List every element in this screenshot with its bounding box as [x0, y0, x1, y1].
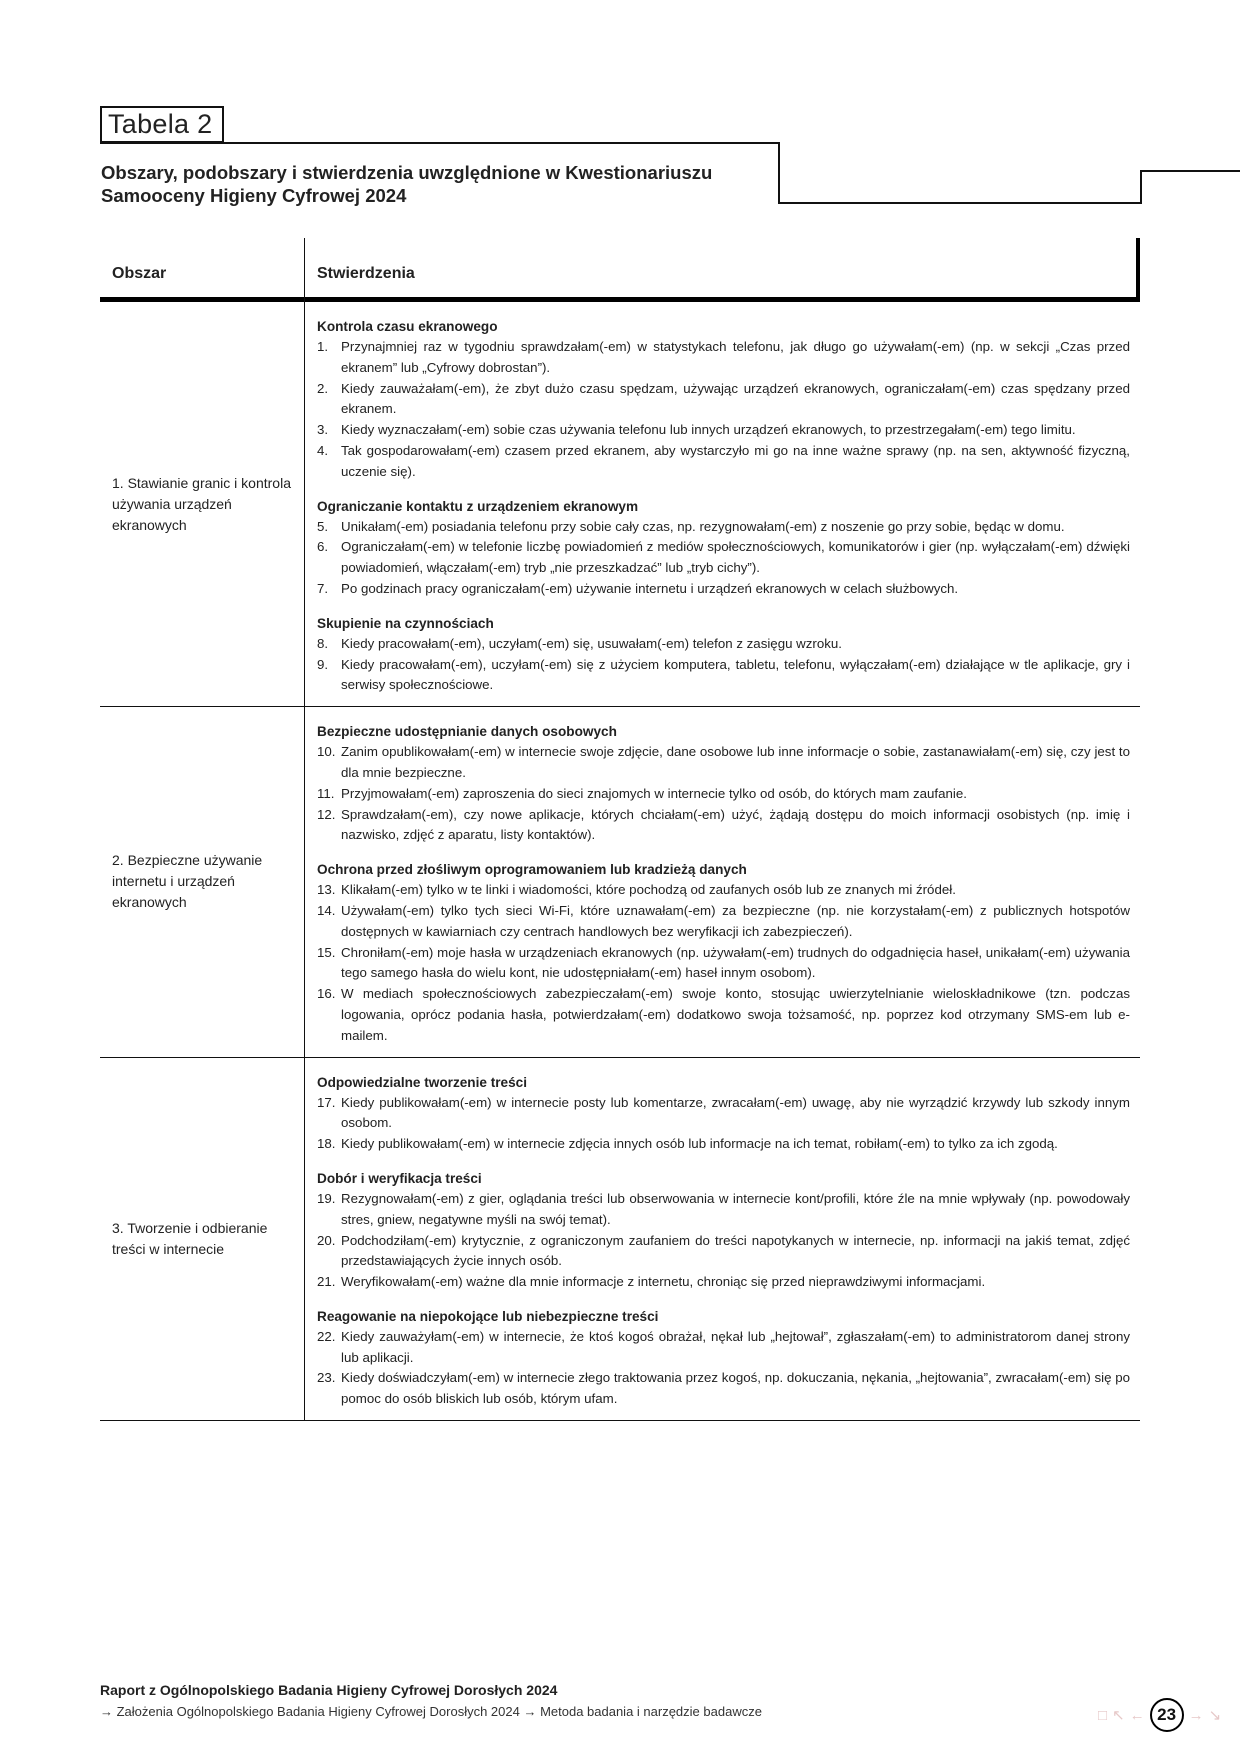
statement-text: Podchodziłam(-em) krytycznie, z ograniczonym zaufaniem do treści napotykanych w internecie, np. informacji na jakiś temat, zdjęć przedstawiających życie innych osób.: [341, 1232, 1130, 1269]
statement-number: 20.: [317, 1232, 336, 1248]
square-icon[interactable]: □: [1098, 1706, 1108, 1724]
table-label: Tabela 2: [100, 106, 224, 143]
frame-line-rise: [1140, 170, 1142, 204]
statement-number: 22.: [317, 1328, 336, 1344]
statement-item: [317, 1272, 1130, 1293]
table-row: [100, 1058, 1140, 1422]
statement-item: [317, 1327, 1130, 1369]
statement-number: 16.: [317, 986, 336, 1002]
statement-number: 9.: [317, 656, 329, 672]
subarea-group: [317, 614, 1130, 696]
table-row: [100, 302, 1140, 707]
statement-item: [317, 579, 1130, 600]
statement-item: [317, 537, 1130, 579]
statement-number: 3.: [317, 422, 329, 438]
frame-line-bottom: [778, 202, 1142, 204]
column-header-statements: Stwierdzenia: [317, 265, 415, 282]
statement-item: [317, 880, 1130, 901]
subarea-group: [317, 1169, 1130, 1293]
statement-text: Kiedy doświadczyłam(-em) w internecie złego traktowania przez kogoś, np. dokuczania, nękania, „hejtowania”, zwracałam(-em) się po pomoc do osób bliskich lub osób, którym ufam.: [341, 1370, 1130, 1407]
statement-number: 18.: [317, 1136, 336, 1152]
statement-text: Zanim opublikowałam(-em) w internecie swoje zdjęcie, dane osobowe lub inne informacje o sobie, zastanawiałam(-em) się, czy jest to dla mnie bezpieczne.: [341, 744, 1130, 780]
frame-line-drop: [778, 142, 780, 204]
statement-item: [317, 984, 1130, 1046]
subarea-title: Reagowanie na niepokojące lub niebezpieczne treści: [317, 1308, 659, 1324]
statement-text: Kiedy zauważałam(-em), że zbyt dużo czasu spędzam, używając urządzeń ekranowych, ograniczałam(-em) czas spędzany przed ekranem.: [341, 380, 1130, 417]
header-right-border: [1136, 238, 1140, 302]
page-navigation: [1098, 1698, 1221, 1732]
statement-item: [317, 337, 1130, 379]
subarea-title: Skupienie na czynnościach: [317, 615, 494, 631]
statement-number: 8.: [317, 635, 329, 651]
statement-number: 5.: [317, 518, 329, 534]
subarea-title: Bezpieczne udostępnianie danych osobowych: [317, 724, 617, 740]
area-cell: 2. Bezpieczne używanie internetu i urządzeń ekranowych: [100, 707, 305, 1056]
statement-text: Rezygnowałam(-em) z gier, oglądania treści lub obserwowania w internecie kont/profili, które źle na mnie wpływały (np. powodowały stres, gniew, negatywne myśli na swój temat).: [341, 1190, 1130, 1227]
arrow-left-icon[interactable]: ←: [1129, 1706, 1145, 1724]
statement-text: Unikałam(-em) posiadania telefonu przy sobie cały czas, np. rezygnowałam(-em) z noszenie go przy sobie, będąc w domu.: [341, 518, 1065, 534]
statement-text: W mediach społecznościowych zabezpieczałam(-em) swoje konto, stosując uwierzytelnianie wieloskładnikowe (tzn. podczas logowania, oprócz podania hasła, potwierdzałam(-em) dodatkowo swoja tożsamość, np. poprzez kod otrzymany SMS-em lub e-mailem.: [341, 986, 1130, 1043]
statement-number: 7.: [317, 580, 329, 596]
statement-number: 10.: [317, 744, 336, 760]
statements-cell: [305, 707, 1140, 1056]
column-divider: [304, 238, 305, 302]
statement-text: Weryfikowałam(-em) ważne dla mnie informacje z internetu, chroniąc się przed nieprawdziwymi informacjami.: [341, 1274, 986, 1290]
statement-item: [317, 379, 1130, 421]
statement-number: 19.: [317, 1190, 336, 1206]
statement-item: [317, 1231, 1130, 1273]
subarea-group: [317, 1073, 1130, 1155]
statement-text: Kiedy pracowałam(-em), uczyłam(-em) się, usuwałam(-em) telefon z zasięgu wzroku.: [341, 635, 842, 651]
statement-item: [317, 420, 1130, 441]
statement-item: [317, 517, 1130, 538]
statement-text: Chroniłam(-em) moje hasła w urządzeniach ekranowych (np. używałam(-em) trudnych do odgadnięcia haseł, unikałam(-em) używania tego samego hasła do wielu kont, nie udostępniałam(-em) haseł innym osobom).: [341, 944, 1130, 981]
statement-item: [317, 901, 1130, 943]
statement-item: [317, 943, 1130, 985]
report-title: Raport z Ogólnopolskiego Badania Higieny Cyfrowej Dorosłych 2024: [100, 1682, 558, 1698]
statement-number: 17.: [317, 1094, 336, 1110]
subarea-group: [317, 860, 1130, 1046]
statement-text: Ograniczałam(-em) w telefonie liczbę powiadomień z mediów społecznościowych, komunikatorów i gier (np. wyłączałam(-em) dźwięki powiadomień, włączałam(-em) tryb „nie przeszkadzać” lub „tryb cichy”).: [341, 539, 1130, 576]
subarea-title: Ograniczanie kontaktu z urządzeniem ekranowym: [317, 498, 639, 514]
statement-item: [317, 1093, 1130, 1135]
statement-number: 1.: [317, 339, 329, 354]
statement-text: Kiedy publikowałam(-em) w internecie posty lub komentarze, zwracałam(-em) uwagę, aby nie wyrządzić krzywdy lub szkody innym osobom.: [341, 1094, 1130, 1131]
statement-number: 23.: [317, 1370, 336, 1386]
statement-text: Sprawdzałam(-em), czy nowe aplikacje, których chciałam(-em) użyć, żądają dostępu do moich informacji osobistych (np. imię i nazwisko, zdjęć z aparatu, listy kontaktów).: [341, 806, 1130, 843]
statement-text: Kiedy wyznaczałam(-em) sobie czas używania telefonu lub innych urządzeń ekranowych, to przestrzegałam(-em) tego limitu.: [341, 422, 1076, 438]
statement-number: 4.: [317, 442, 329, 458]
page-number: 23: [1150, 1698, 1184, 1732]
statement-number: 11.: [317, 785, 335, 801]
breadcrumb[interactable]: → Założenia Ogólnopolskiego Badania Higieny Cyfrowej Dorosłych 2024 → Metoda badania i narzędzie badawcze: [100, 1704, 762, 1719]
statement-number: 12.: [317, 806, 336, 822]
statement-text: Przynajmniej raz w tygodniu sprawdzałam(-em) w statystykach telefonu, jak długo go używałam(-em) (np. w sekcji „Czas przed ekranem” lub „Cyfrowy dobrostan”).: [341, 339, 1130, 375]
statement-item: [317, 655, 1130, 697]
statement-item: [317, 1368, 1130, 1410]
subarea-group: [317, 497, 1130, 600]
subarea-group: [317, 1307, 1130, 1410]
statement-text: Kiedy pracowałam(-em), uczyłam(-em) się z użyciem komputera, tabletu, telefonu, wyłączałam(-em) działające w tle aplikacje, gry i serwisy społecznościowe.: [341, 656, 1130, 693]
statement-item: [317, 1189, 1130, 1231]
statement-item: [317, 742, 1130, 784]
statements-cell: [305, 302, 1140, 706]
column-header-area: Obszar: [112, 265, 167, 282]
statement-text: Przyjmowałam(-em) zaproszenia do sieci znajomych w internecie tylko od osób, do których mam zaufanie.: [341, 785, 967, 801]
table-header: [100, 238, 1140, 302]
statement-number: 21.: [317, 1274, 336, 1290]
statement-text: Używałam(-em) tylko tych sieci Wi-Fi, które uznawałam(-em) za bezpieczne (np. nie korzystałam(-em) z publicznych hotspotów dostępnych w kawiarniach czy centrach handlowych bez weryfikacji ich zabezpieczeń).: [341, 902, 1130, 939]
frame-line-right: [1140, 170, 1240, 172]
statement-number: 14.: [317, 902, 336, 918]
area-cell: 1. Stawianie granic i kontrola używania urządzeń ekranowych: [100, 302, 305, 706]
statement-item: [317, 1134, 1130, 1155]
statement-number: 15.: [317, 944, 336, 960]
statement-item: [317, 441, 1130, 483]
statement-item: [317, 634, 1130, 655]
subarea-group: [317, 722, 1130, 846]
table-row: [100, 707, 1140, 1057]
statement-item: [317, 805, 1130, 847]
statement-number: 2.: [317, 380, 329, 396]
statement-number: 6.: [317, 539, 329, 555]
statement-text: Kiedy publikowałam(-em) w internecie zdjęcia innych osób lub informacje na ich temat, robiłam(-em) to tylko za ich zgodą.: [341, 1136, 1058, 1152]
subarea-group: [317, 317, 1130, 483]
statement-text: Kiedy zauważyłam(-em) w internecie, że ktoś kogoś obrażał, nękał lub „hejtował”, zgłaszałam(-em) to administratorom danej strony lub aplikacji.: [341, 1328, 1130, 1365]
statement-text: Klikałam(-em) tylko w te linki i wiadomości, które pochodzą od zaufanych osób lub ze znanych mi źródeł.: [341, 882, 956, 898]
subarea-title: Ochrona przed złośliwym oprogramowaniem lub kradzieżą danych: [317, 862, 747, 878]
statement-text: Tak gospodarowałam(-em) czasem przed ekranem, aby wystarczyło mi go na inne ważne sprawy (np. na sen, aktywność fizyczną, uczenie się).: [341, 442, 1130, 479]
page-footer: [100, 1680, 1000, 1722]
statement-item: [317, 784, 1130, 805]
statements-cell: [305, 1058, 1140, 1421]
subarea-title: Odpowiedzialne tworzenie treści: [317, 1074, 527, 1090]
arrow-up-left-icon[interactable]: ↖: [1112, 1706, 1125, 1724]
statements-table: [100, 238, 1140, 1421]
arrow-right-icon[interactable]: →: [1188, 1706, 1204, 1724]
table-title: Obszary, podobszary i stwierdzenia uwzględnione w Kwestionariuszu Samooceny Higieny Cyfrowej 2024: [101, 162, 713, 206]
area-cell: 3. Tworzenie i odbieranie treści w internecie: [100, 1058, 305, 1421]
arrow-down-right-icon[interactable]: ↘: [1208, 1706, 1222, 1724]
subarea-title: Dobór i weryfikacja treści: [317, 1170, 482, 1186]
statement-number: 13.: [317, 882, 336, 898]
statement-text: Po godzinach pracy ograniczałam(-em) używanie internetu i urządzeń ekranowych w celach służbowych.: [341, 580, 959, 596]
subarea-title: Kontrola czasu ekranowego: [317, 319, 498, 334]
